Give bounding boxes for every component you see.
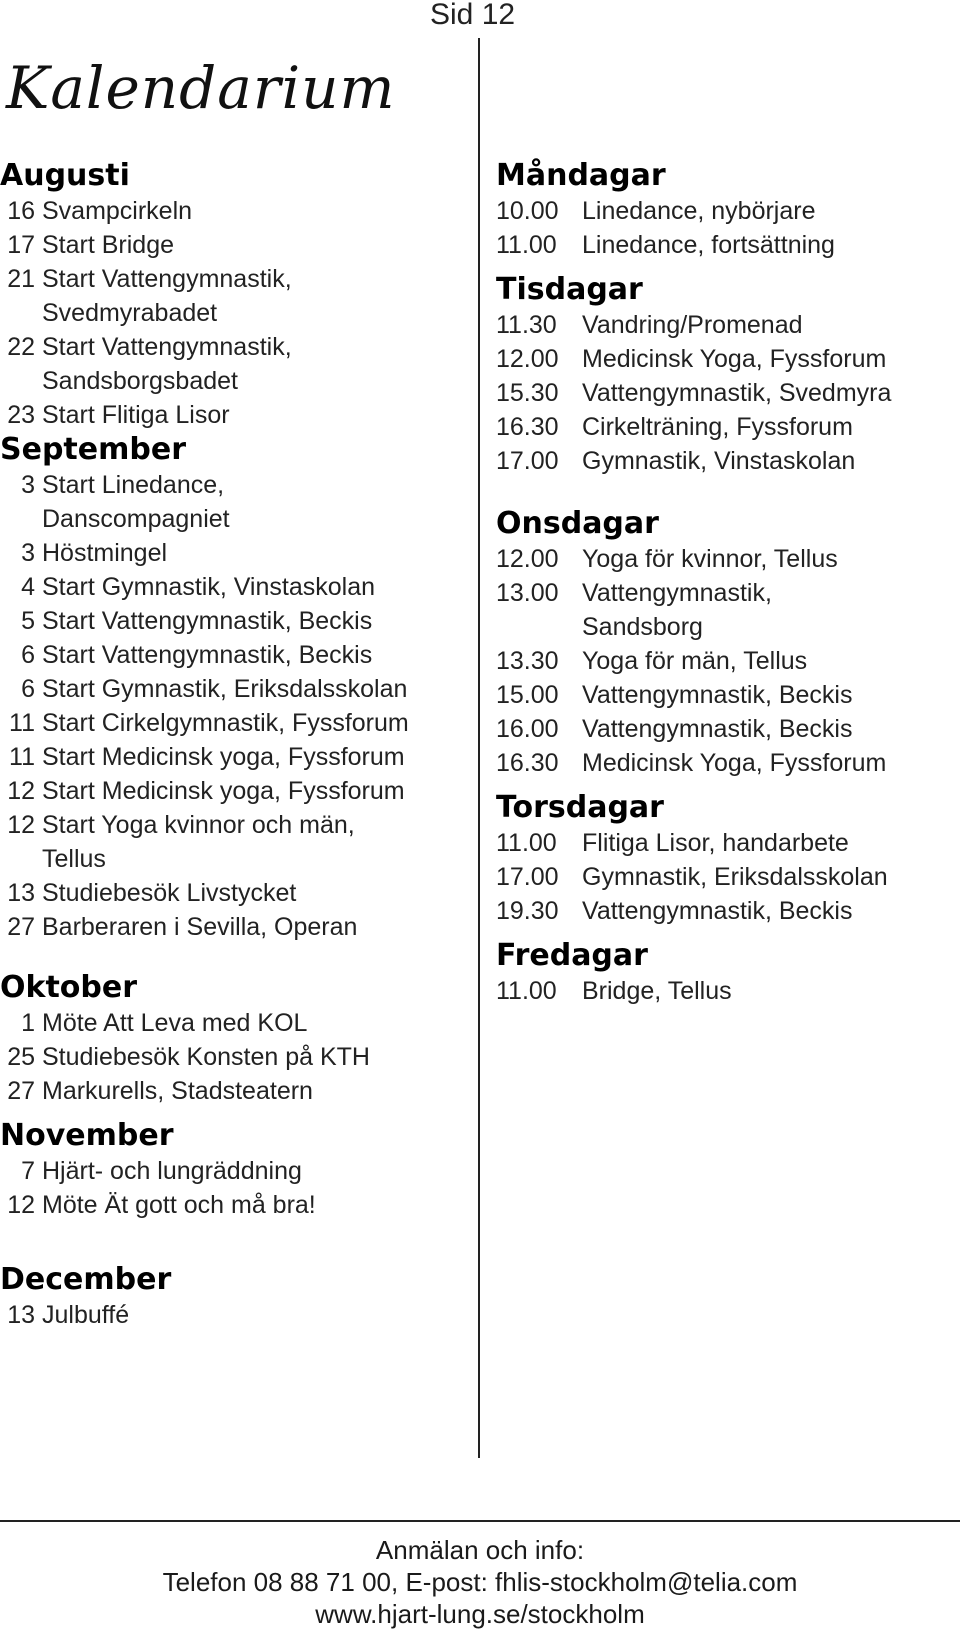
month-entry xyxy=(0,1188,470,1222)
footer-contact xyxy=(0,1534,960,1630)
entry-description: Julbuffé xyxy=(42,1301,130,1329)
weekday-section xyxy=(496,158,956,262)
month-entry xyxy=(0,262,470,330)
weekday-entry xyxy=(496,542,956,576)
entry-date: 22 xyxy=(7,333,35,361)
footer-heading: Anmälan och info: xyxy=(375,1535,585,1565)
month-heading: Oktober xyxy=(0,970,138,1005)
footer-phone-email: Telefon 08 88 71 00, E-post: fhlis-stockholm@telia.com xyxy=(162,1567,798,1597)
month-heading: September xyxy=(0,432,186,467)
entry-time: 15.30 xyxy=(496,379,559,407)
month-entry xyxy=(0,330,470,398)
entry-description: Studiebesök Konsten på KTH xyxy=(42,1043,370,1071)
entry-date: 6 xyxy=(21,675,35,703)
entry-time: 17.00 xyxy=(496,447,559,475)
entry-date: 1 xyxy=(21,1009,35,1037)
weekday-heading: Onsdagar xyxy=(496,506,659,541)
entry-description: Möte Att Leva med KOL xyxy=(42,1009,308,1037)
weekday-entry xyxy=(496,444,956,478)
weekday-entry xyxy=(496,860,956,894)
entry-time: 11.00 xyxy=(496,231,557,259)
month-section xyxy=(0,432,470,944)
entry-date: 5 xyxy=(21,607,35,635)
month-section xyxy=(0,1262,470,1332)
month-entry xyxy=(0,1040,470,1074)
entry-description: Gymnastik, Eriksdalsskolan xyxy=(582,863,888,891)
entry-description: Svampcirkeln xyxy=(42,197,193,225)
month-entry xyxy=(0,638,470,672)
entry-date: 27 xyxy=(7,1077,35,1105)
month-section xyxy=(0,158,470,432)
entry-time: 16.00 xyxy=(496,715,559,743)
entry-description: Vattengymnastik, Sandsborg xyxy=(582,579,772,641)
entry-description: Cirkelträning, Fyssforum xyxy=(582,413,853,441)
entry-time: 12.00 xyxy=(496,545,559,573)
entry-description: Start Medicinsk yoga, Fyssforum xyxy=(42,743,405,771)
weekday-heading: Måndagar xyxy=(496,158,666,193)
entry-description: Medicinsk Yoga, Fyssforum xyxy=(582,345,887,373)
weekday-entry xyxy=(496,342,956,376)
month-entry xyxy=(0,876,470,910)
entry-time: 13.00 xyxy=(496,579,559,607)
entry-description: Flitiga Lisor, handarbete xyxy=(582,829,849,857)
entry-date: 11 xyxy=(9,743,35,771)
month-entry xyxy=(0,1298,470,1332)
entry-description: Start Vattengymnastik, Sandsborgsbadet xyxy=(42,333,292,395)
entry-time: 19.30 xyxy=(496,897,559,925)
month-heading: Augusti xyxy=(0,158,130,193)
entry-description: Start Vattengymnastik, Svedmyrabadet xyxy=(42,265,292,327)
entry-description: Linedance, fortsättning xyxy=(582,231,835,259)
weekday-entry xyxy=(496,308,956,342)
entry-description: Start Linedance, Danscompagniet xyxy=(42,471,230,533)
month-entry xyxy=(0,1074,470,1108)
entry-date: 3 xyxy=(21,471,35,499)
weekday-heading: Torsdagar xyxy=(496,790,664,825)
entry-description: Linedance, nybörjare xyxy=(582,197,816,225)
entry-description: Yoga för kvinnor, Tellus xyxy=(582,545,838,573)
weekday-entry xyxy=(496,746,956,780)
entry-date: 23 xyxy=(7,401,35,429)
weekday-section xyxy=(496,938,956,1008)
footer-divider xyxy=(0,1520,960,1522)
entry-date: 3 xyxy=(21,539,35,567)
entry-description: Medicinsk Yoga, Fyssforum xyxy=(582,749,887,777)
entry-description: Vattengymnastik, Beckis xyxy=(582,715,853,743)
entry-description: Hjärt- och lungräddning xyxy=(42,1157,302,1185)
entry-time: 11.00 xyxy=(496,829,557,857)
entry-date: 6 xyxy=(21,641,35,669)
entry-description: Vattengymnastik, Beckis xyxy=(582,681,853,709)
entry-date: 11 xyxy=(9,709,35,737)
page-title: Kalendarium xyxy=(6,54,396,122)
entry-date: 13 xyxy=(7,879,35,907)
weekday-entry xyxy=(496,228,956,262)
entry-description: Vattengymnastik, Beckis xyxy=(582,897,853,925)
month-entry xyxy=(0,706,470,740)
month-entry xyxy=(0,570,470,604)
footer-website-link[interactable]: www.hjart-lung.se/stockholm xyxy=(315,1599,645,1629)
entry-description: Bridge, Tellus xyxy=(582,977,732,1005)
entry-time: 12.00 xyxy=(496,345,559,373)
entry-date: 4 xyxy=(21,573,35,601)
entry-date: 13 xyxy=(7,1301,35,1329)
weekday-entry xyxy=(496,376,956,410)
weekday-entry xyxy=(496,194,956,228)
column-divider xyxy=(478,38,480,1458)
entry-description: Start Cirkelgymnastik, Fyssforum xyxy=(42,709,409,737)
entry-description: Start Vattengymnastik, Beckis xyxy=(42,641,373,669)
entry-description: Vattengymnastik, Svedmyra xyxy=(582,379,892,407)
entry-time: 11.30 xyxy=(496,311,557,339)
month-entry xyxy=(0,398,470,432)
weekday-entry xyxy=(496,826,956,860)
entry-date: 27 xyxy=(7,913,35,941)
entry-date: 25 xyxy=(7,1043,35,1071)
month-entry xyxy=(0,228,470,262)
entry-description: Start Gymnastik, Vinstaskolan xyxy=(42,573,376,601)
monthly-calendar-column xyxy=(0,158,470,1332)
entry-date: 12 xyxy=(7,1191,35,1219)
month-entry xyxy=(0,604,470,638)
entry-description: Vandring/Promenad xyxy=(582,311,803,339)
entry-description: Möte Ät gott och må bra! xyxy=(42,1191,316,1219)
entry-description: Start Gymnastik, Eriksdalsskolan xyxy=(42,675,408,703)
weekday-heading: Tisdagar xyxy=(496,272,643,307)
weekday-entry xyxy=(496,644,956,678)
entry-date: 21 xyxy=(7,265,35,293)
entry-description: Yoga för män, Tellus xyxy=(582,647,808,675)
entry-date: 17 xyxy=(7,231,35,259)
entry-description: Start Bridge xyxy=(42,231,175,259)
entry-description: Start Vattengymnastik, Beckis xyxy=(42,607,373,635)
entry-time: 15.00 xyxy=(496,681,559,709)
entry-time: 11.00 xyxy=(496,977,557,1005)
month-entry xyxy=(0,194,470,228)
month-section xyxy=(0,970,470,1108)
weekday-heading: Fredagar xyxy=(496,938,648,973)
month-entry xyxy=(0,468,470,536)
entry-description: Studiebesök Livstycket xyxy=(42,879,297,907)
weekday-entry xyxy=(496,712,956,746)
entry-description: Höstmingel xyxy=(42,539,168,567)
weekday-entry xyxy=(496,894,956,928)
weekly-schedule-column xyxy=(496,158,956,1008)
month-heading: December xyxy=(0,1262,172,1297)
entry-time: 17.00 xyxy=(496,863,559,891)
entry-time: 13.30 xyxy=(496,647,559,675)
entry-time: 16.30 xyxy=(496,413,559,441)
weekday-entry xyxy=(496,410,956,444)
month-entry xyxy=(0,808,470,876)
entry-date: 16 xyxy=(7,197,35,225)
entry-time: 16.30 xyxy=(496,749,559,777)
entry-time: 10.00 xyxy=(496,197,559,225)
weekday-section xyxy=(496,790,956,928)
entry-description: Gymnastik, Vinstaskolan xyxy=(582,447,856,475)
weekday-entry xyxy=(496,678,956,712)
entry-date: 7 xyxy=(21,1157,35,1185)
entry-date: 12 xyxy=(7,811,35,839)
weekday-section xyxy=(496,272,956,478)
month-entry xyxy=(0,536,470,570)
month-entry xyxy=(0,1154,470,1188)
weekday-section xyxy=(496,506,956,780)
month-heading: November xyxy=(0,1118,174,1153)
page-number: Sid 12 xyxy=(430,0,516,31)
month-entry xyxy=(0,740,470,774)
entry-date: 12 xyxy=(7,777,35,805)
entry-description: Start Medicinsk yoga, Fyssforum xyxy=(42,777,405,805)
month-entry xyxy=(0,672,470,706)
entry-description: Markurells, Stadsteatern xyxy=(42,1077,313,1105)
entry-description: Start Flitiga Lisor xyxy=(42,401,230,429)
weekday-entry xyxy=(496,576,956,644)
entry-description: Start Yoga kvinnor och män, Tellus xyxy=(42,811,355,873)
month-entry xyxy=(0,774,470,808)
month-entry xyxy=(0,910,470,944)
weekday-entry xyxy=(496,974,956,1008)
month-entry xyxy=(0,1006,470,1040)
entry-description: Barberaren i Sevilla, Operan xyxy=(42,913,358,941)
month-section xyxy=(0,1118,470,1222)
